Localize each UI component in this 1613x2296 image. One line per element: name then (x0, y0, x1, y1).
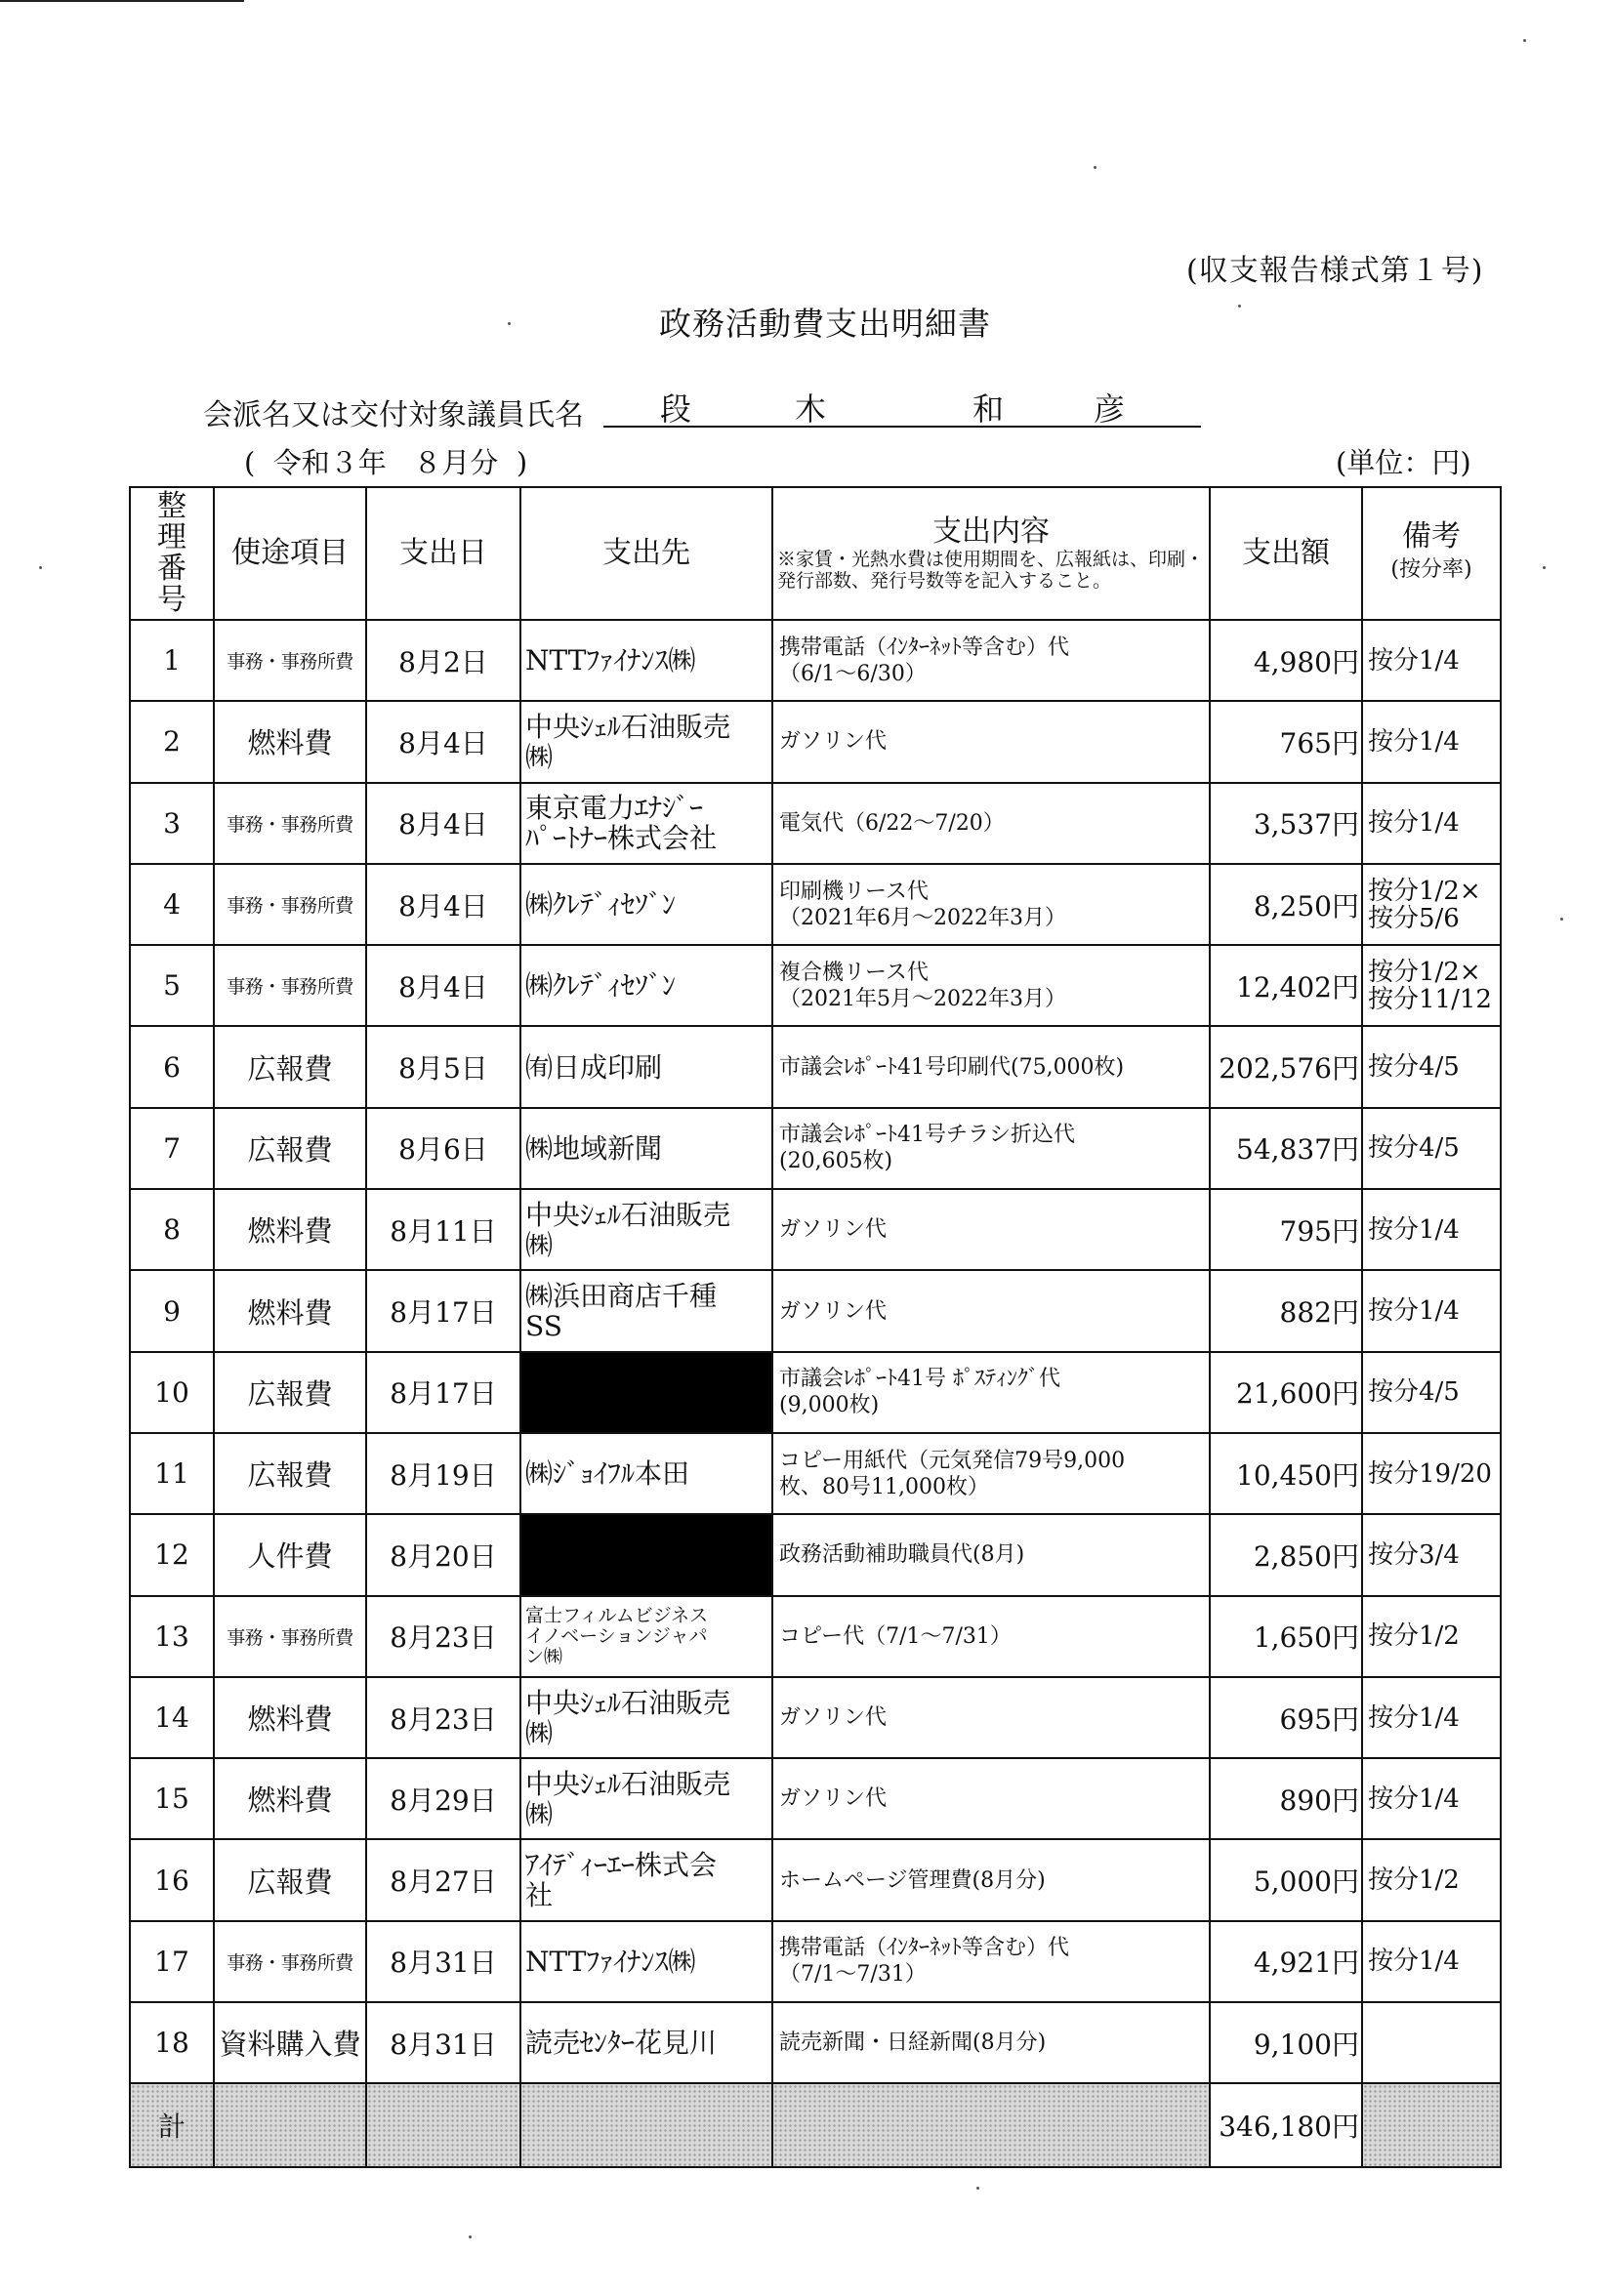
row-number: 17 (130, 1921, 214, 2002)
row-payee: ㈱ｸﾚﾃﾞｨｾｿﾞﾝ (520, 864, 772, 945)
row-category: 広報費 (214, 1026, 366, 1107)
row-date: 8月31日 (366, 1921, 520, 2002)
row-detail: 複合機リース代 （2021年5月～2022年3月） (772, 945, 1210, 1026)
table-row (130, 864, 1501, 945)
row-detail: ガソリン代 (772, 1270, 1210, 1351)
header-date: 支出日 (366, 487, 520, 620)
row-date: 8月6日 (366, 1108, 520, 1189)
row-note: 按分1/4 (1362, 783, 1501, 864)
row-number: 14 (130, 1677, 214, 1758)
row-note: 按分4/5 (1362, 1352, 1501, 1433)
row-date: 8月2日 (366, 620, 520, 701)
table-row (130, 1514, 1501, 1595)
row-amount: 4,921円 (1210, 1921, 1362, 2002)
row-amount: 5,000円 (1210, 1839, 1362, 1920)
row-detail: ガソリン代 (772, 1189, 1210, 1270)
table-row (130, 945, 1501, 1026)
row-payee: NTTﾌｧｲﾅﾝｽ㈱ (520, 620, 772, 701)
row-date: 8月23日 (366, 1596, 520, 1677)
row-number: 10 (130, 1352, 214, 1433)
total-amount: 346,180円 (1210, 2083, 1362, 2167)
row-number: 12 (130, 1514, 214, 1595)
row-payee: 東京電力ｴﾅｼﾞｰ ﾊﾟｰﾄﾅｰ株式会社 (520, 783, 772, 864)
row-category: 燃料費 (214, 1677, 366, 1758)
row-amount: 9,100円 (1210, 2002, 1362, 2083)
row-note: 按分1/2 (1362, 1839, 1501, 1920)
row-payee: ㈱ｼﾞｮｲﾌﾙ本田 (520, 1433, 772, 1514)
row-category: 事務・事務所費 (214, 945, 366, 1026)
row-payee: 富士フィルムビジネス イノベーションジャパ ン㈱ (520, 1596, 772, 1677)
row-category: 広報費 (214, 1108, 366, 1189)
table-row (130, 1921, 1501, 2002)
row-category: 燃料費 (214, 701, 366, 782)
header-category: 使途項目 (214, 487, 366, 620)
total-blank-cell (1362, 2083, 1501, 2167)
scan-speck (39, 566, 42, 569)
row-amount: 2,850円 (1210, 1514, 1362, 1595)
row-number: 18 (130, 2002, 214, 2083)
row-category: 資料購入費 (214, 2002, 366, 2083)
row-payee: NTTﾌｧｲﾅﾝｽ㈱ (520, 1921, 772, 2002)
table-row (130, 1596, 1501, 1677)
member-name-char: 木 (795, 390, 827, 428)
row-payee: ㈱ｸﾚﾃﾞｨｾｿﾞﾝ (520, 945, 772, 1026)
table-row (130, 1352, 1501, 1433)
member-name-char: 和 (972, 390, 1005, 428)
row-date: 8月17日 (366, 1352, 520, 1433)
row-date: 8月17日 (366, 1270, 520, 1351)
member-label: 会派名又は交付対象議員氏名 (203, 398, 584, 432)
row-detail: ガソリン代 (772, 1758, 1210, 1839)
row-detail: 市議会ﾚﾎﾟｰﾄ41号チラシ折込代 (20,605枚) (772, 1108, 1210, 1189)
row-note: 按分1/4 (1362, 1758, 1501, 1839)
row-category: 燃料費 (214, 1758, 366, 1839)
row-detail: 市議会ﾚﾎﾟｰﾄ41号印刷代(75,000枚) (772, 1026, 1210, 1107)
row-amount: 695円 (1210, 1677, 1362, 1758)
row-number: 4 (130, 864, 214, 945)
row-detail: 読売新聞・日経新聞(8月分) (772, 2002, 1210, 2083)
row-note: 按分3/4 (1362, 1514, 1501, 1595)
row-category: 事務・事務所費 (214, 1921, 366, 2002)
row-amount: 10,450円 (1210, 1433, 1362, 1514)
total-blank-cell (214, 2083, 366, 2167)
row-date: 8月4日 (366, 783, 520, 864)
row-category: 事務・事務所費 (214, 864, 366, 945)
table-row (130, 2002, 1501, 2083)
row-detail: ホームページ管理費(8月分) (772, 1839, 1210, 1920)
table-row (130, 1189, 1501, 1270)
row-amount: 1,650円 (1210, 1596, 1362, 1677)
scan-speck (1560, 918, 1563, 921)
redacted-payee (520, 1514, 772, 1595)
row-date: 8月31日 (366, 2002, 520, 2083)
row-number: 7 (130, 1108, 214, 1189)
row-amount: 8,250円 (1210, 864, 1362, 945)
row-date: 8月5日 (366, 1026, 520, 1107)
row-payee: ㈱地域新聞 (520, 1108, 772, 1189)
row-date: 8月29日 (366, 1758, 520, 1839)
row-payee: 読売ｾﾝﾀｰ花見川 (520, 2002, 772, 2083)
row-date: 8月27日 (366, 1839, 520, 1920)
row-payee: ㈲日成印刷 (520, 1026, 772, 1107)
scan-speck (976, 2187, 979, 2190)
row-detail: ガソリン代 (772, 1677, 1210, 1758)
scan-speck (1543, 566, 1546, 569)
row-category: 事務・事務所費 (214, 1596, 366, 1677)
row-note: 按分1/4 (1362, 1921, 1501, 2002)
total-label: 計 (130, 2083, 214, 2167)
row-note: 按分1/4 (1362, 1189, 1501, 1270)
row-amount: 4,980円 (1210, 620, 1362, 701)
table-row (130, 701, 1501, 782)
row-category: 事務・事務所費 (214, 783, 366, 864)
header-amount: 支出額 (1210, 487, 1362, 620)
row-note: 按分1/4 (1362, 620, 1501, 701)
table-row (130, 1108, 1501, 1189)
expense-table (129, 486, 1502, 2168)
row-payee: ｱｲﾃﾞｨｰｴｰ株式会 社 (520, 1839, 772, 1920)
scan-speck (1523, 39, 1526, 42)
row-detail: 印刷機リース代 （2021年6月～2022年3月） (772, 864, 1210, 945)
row-category: 事務・事務所費 (214, 620, 366, 701)
row-number: 15 (130, 1758, 214, 1839)
member-name-char: 彦 (1094, 390, 1126, 428)
row-number: 9 (130, 1270, 214, 1351)
table-row (130, 1677, 1501, 1758)
row-note (1362, 2002, 1501, 2083)
row-category: 燃料費 (214, 1270, 366, 1351)
row-number: 13 (130, 1596, 214, 1677)
scan-speck (508, 322, 511, 325)
row-amount: 890円 (1210, 1758, 1362, 1839)
member-name-char: 段 (660, 390, 692, 428)
header-note-sub: (按分率) (1390, 557, 1472, 582)
row-category: 燃料費 (214, 1189, 366, 1270)
scan-speck (469, 2235, 472, 2238)
header-note: 備考 (按分率) (1362, 487, 1501, 620)
header-no: 整理番号 (130, 487, 214, 620)
row-number: 5 (130, 945, 214, 1026)
scan-top-rule (0, 0, 244, 2)
row-number: 16 (130, 1839, 214, 1920)
row-payee: 中央ｼｪﾙ石油販売 ㈱ (520, 1758, 772, 1839)
report-period: ( 令和３年 ８月分 ) (244, 446, 528, 479)
row-date: 8月4日 (366, 945, 520, 1026)
redacted-payee (520, 1352, 772, 1433)
row-detail: ガソリン代 (772, 701, 1210, 782)
row-number: 8 (130, 1189, 214, 1270)
row-date: 8月4日 (366, 701, 520, 782)
row-detail: 電気代（6/22～7/20） (772, 783, 1210, 864)
table-row (130, 1270, 1501, 1351)
scan-speck (1238, 305, 1241, 308)
page-title: 政務活動費支出明細書 (659, 305, 991, 343)
row-amount: 202,576円 (1210, 1026, 1362, 1107)
row-number: 6 (130, 1026, 214, 1107)
row-number: 3 (130, 783, 214, 864)
header-detail-note: ※家賃・光熱水費は使用期間を、広報紙は、印刷・発行部数、発行号数等を記入すること。 (777, 549, 1205, 592)
row-date: 8月19日 (366, 1433, 520, 1514)
scan-speck (1094, 166, 1096, 169)
row-note: 按分1/4 (1362, 701, 1501, 782)
row-detail: 携帯電話（ｲﾝﾀｰﾈｯﾄ等含む）代 （6/1～6/30） (772, 620, 1210, 701)
row-date: 8月23日 (366, 1677, 520, 1758)
total-blank-cell (772, 2083, 1210, 2167)
row-amount: 795円 (1210, 1189, 1362, 1270)
row-category: 広報費 (214, 1352, 366, 1433)
row-number: 11 (130, 1433, 214, 1514)
table-row (130, 1026, 1501, 1107)
table-row (130, 783, 1501, 864)
row-detail: 携帯電話（ｲﾝﾀｰﾈｯﾄ等含む）代 （7/1～7/31） (772, 1921, 1210, 2002)
row-amount: 765円 (1210, 701, 1362, 782)
total-row (130, 2083, 1501, 2167)
row-amount: 3,537円 (1210, 783, 1362, 864)
row-amount: 54,837円 (1210, 1108, 1362, 1189)
row-detail: コピー代（7/1～7/31） (772, 1596, 1210, 1677)
row-amount: 882円 (1210, 1270, 1362, 1351)
row-detail: コピー用紙代（元気発信79号9,000 枚、80号11,000枚） (772, 1433, 1210, 1514)
row-detail: 市議会ﾚﾎﾟｰﾄ41号 ﾎﾟｽﾃｨﾝｸﾞ代 (9,000枚) (772, 1352, 1210, 1433)
table-row (130, 1433, 1501, 1514)
member-name (603, 383, 1201, 428)
row-category: 広報費 (214, 1839, 366, 1920)
row-note: 按分19/20 (1362, 1433, 1501, 1514)
row-payee: 中央ｼｪﾙ石油販売 ㈱ (520, 1189, 772, 1270)
row-payee: ㈱浜田商店千種 SS (520, 1270, 772, 1351)
row-note: 按分4/5 (1362, 1026, 1501, 1107)
total-blank-cell (520, 2083, 772, 2167)
row-note: 按分4/5 (1362, 1108, 1501, 1189)
form-number: (収支報告様式第１号) (1186, 254, 1484, 288)
header-payee: 支出先 (520, 487, 772, 620)
unit-label: (単位：円) (1336, 446, 1471, 479)
row-payee: 中央ｼｪﾙ石油販売 ㈱ (520, 1677, 772, 1758)
table-header-row (130, 487, 1501, 620)
row-number: 1 (130, 620, 214, 701)
row-note: 按分1/2× 按分11/12 (1362, 945, 1501, 1026)
row-amount: 21,600円 (1210, 1352, 1362, 1433)
row-date: 8月20日 (366, 1514, 520, 1595)
row-note: 按分1/4 (1362, 1270, 1501, 1351)
row-date: 8月11日 (366, 1189, 520, 1270)
row-payee: 中央ｼｪﾙ石油販売 ㈱ (520, 701, 772, 782)
row-amount: 12,402円 (1210, 945, 1362, 1026)
row-detail: 政務活動補助職員代(8月) (772, 1514, 1210, 1595)
row-note: 按分1/2× 按分5/6 (1362, 864, 1501, 945)
table-row (130, 620, 1501, 701)
row-note: 按分1/4 (1362, 1677, 1501, 1758)
row-number: 2 (130, 701, 214, 782)
table-row (130, 1758, 1501, 1839)
table-row (130, 1839, 1501, 1920)
row-date: 8月4日 (366, 864, 520, 945)
row-note: 按分1/2 (1362, 1596, 1501, 1677)
row-category: 人件費 (214, 1514, 366, 1595)
total-blank-cell (366, 2083, 520, 2167)
header-detail: 支出内容 ※家賃・光熱水費は使用期間を、広報紙は、印刷・発行部数、発行号数等を記入すること。 (772, 487, 1210, 620)
row-category: 広報費 (214, 1433, 366, 1514)
